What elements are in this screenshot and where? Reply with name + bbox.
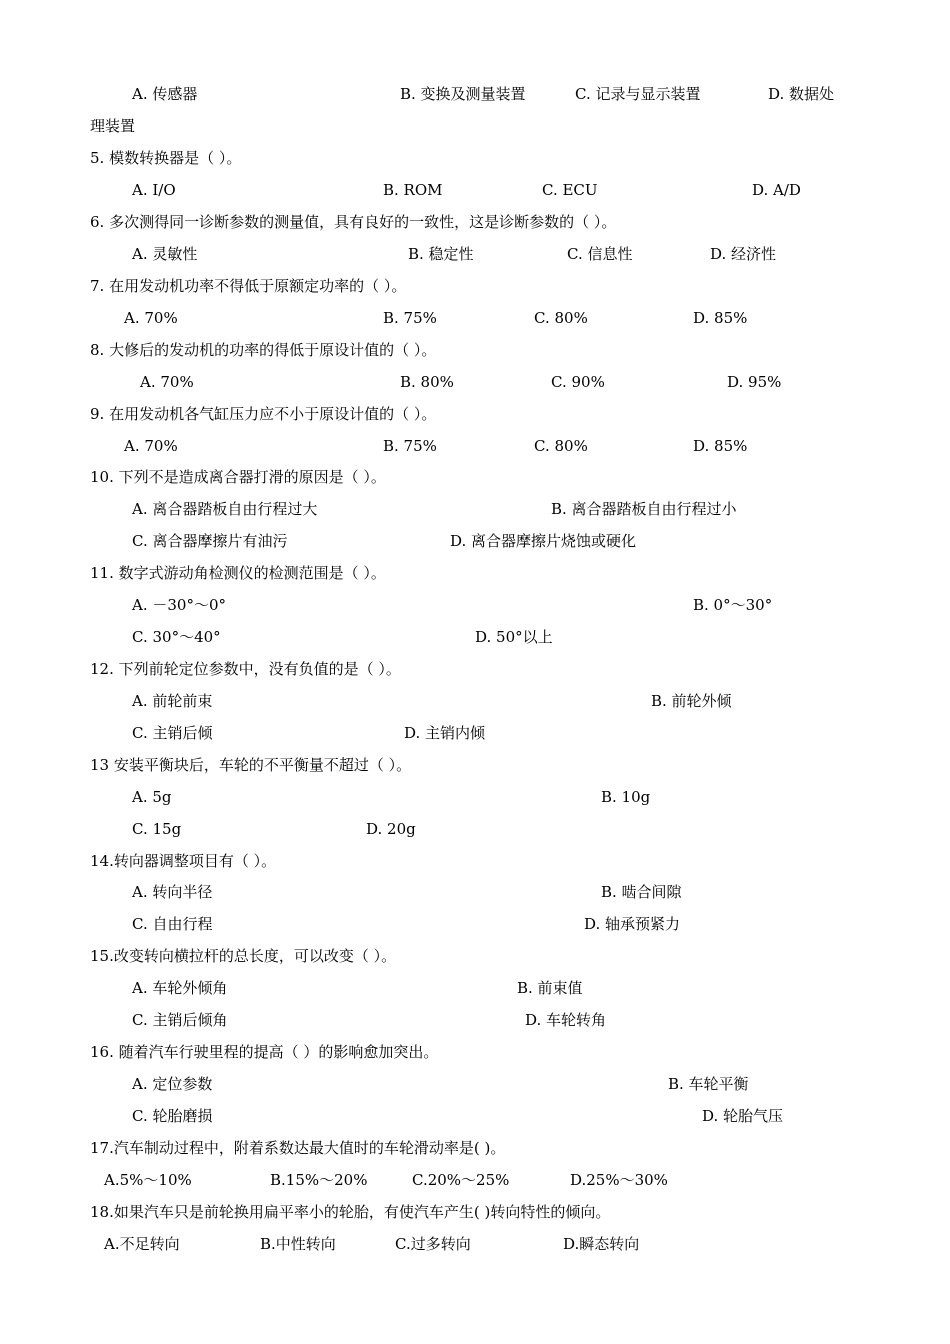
option-b: B. 前束值 [517, 979, 583, 997]
option-a: A. 灵敏性 [132, 245, 198, 263]
option-b: B. 10g [601, 788, 651, 806]
option-a: A. 70% [140, 373, 194, 391]
question-6: 6. 多次测得同一诊断参数的测量值，具有良好的一致性，这是诊断参数的（ ）。 [90, 213, 617, 231]
option-b: B. 稳定性 [408, 245, 474, 263]
option-a: A. －30°～0° [132, 596, 226, 614]
option-b: B.中性转向 [260, 1235, 336, 1253]
option-d: D. 车轮转角 [525, 1011, 607, 1029]
option-c: C. ECU [542, 181, 598, 199]
question-11: 11. 数字式游动角检测仪的检测范围是（ ）。 [90, 564, 386, 582]
option-d: D. 20g [366, 820, 416, 838]
option-c: C. 自由行程 [132, 915, 213, 933]
option-b: B. 车轮平衡 [668, 1075, 749, 1093]
option-a: A. 70% [124, 437, 178, 455]
option-b: B. 离合器踏板自由行程过小 [551, 500, 737, 518]
option-c: C. 15g [132, 820, 182, 838]
question-16: 16. 随着汽车行驶里程的提高（ ）的影响愈加突出。 [90, 1043, 439, 1061]
option-c: C.过多转向 [395, 1235, 471, 1253]
option-a: A. 定位参数 [132, 1075, 213, 1093]
option-b: B. 80% [400, 373, 454, 391]
question-17: 17.汽车制动过程中，附着系数达最大值时的车轮滑动率是( )。 [90, 1139, 506, 1157]
option-b: B.15%～20% [270, 1171, 368, 1189]
option-d: D. 轴承预紧力 [584, 915, 681, 933]
option-d-continued: 理装置 [90, 117, 136, 135]
option-b: B. 前轮外倾 [651, 692, 732, 710]
option-d: D. 85% [693, 437, 748, 455]
option-d: D. 50°以上 [475, 628, 553, 646]
option-b: B. ROM [383, 181, 443, 199]
option-a: A. 车轮外倾角 [132, 979, 228, 997]
option-a: A. I/O [132, 181, 176, 199]
option-c: C. 90% [551, 373, 605, 391]
option-a: A.5%～10% [104, 1171, 192, 1189]
question-15: 15.改变转向横拉杆的总长度，可以改变（ ）。 [90, 947, 397, 965]
option-d: D. 85% [693, 309, 748, 327]
option-b: B. 啮合间隙 [601, 883, 682, 901]
option-a: A. 5g [132, 788, 172, 806]
question-13: 13 安装平衡块后，车轮的不平衡量不超过（ ）。 [90, 756, 412, 774]
option-d: D. 数据处 [768, 85, 835, 103]
question-10: 10. 下列不是造成离合器打滑的原因是（ ）。 [90, 468, 386, 486]
option-d: D. 95% [727, 373, 782, 391]
question-7: 7. 在用发动机功率不得低于原额定功率的（ ）。 [90, 277, 407, 295]
option-c: C. 80% [534, 437, 588, 455]
option-d: D.瞬态转向 [563, 1235, 640, 1253]
option-c: C. 80% [534, 309, 588, 327]
question-8: 8. 大修后的发动机的功率的得低于原设计值的（ ）。 [90, 341, 437, 359]
option-a: A.不足转向 [104, 1235, 180, 1253]
question-5: 5. 模数转换器是（ ）。 [90, 149, 242, 167]
option-d: D. 轮胎气压 [702, 1107, 784, 1125]
question-9: 9. 在用发动机各气缸压力应不小于原设计值的（ ）。 [90, 405, 437, 423]
option-d: D. 主销内倾 [404, 724, 486, 742]
option-b: B. 0°～30° [693, 596, 773, 614]
option-a: A. 转向半径 [132, 883, 213, 901]
option-c: C. 离合器摩擦片有油污 [132, 532, 288, 550]
question-18: 18.如果汽车只是前轮换用扁平率小的轮胎，有使汽车产生( )转向特性的倾向。 [90, 1203, 611, 1221]
question-14: 14.转向器调整项目有（ ）。 [90, 852, 277, 870]
option-b: B. 75% [383, 309, 437, 327]
option-a: A. 离合器踏板自由行程过大 [132, 500, 318, 518]
option-c: C. 记录与显示装置 [575, 85, 701, 103]
option-c: C. 轮胎磨损 [132, 1107, 213, 1125]
option-c: C.20%～25% [412, 1171, 510, 1189]
option-c: C. 主销后倾 [132, 724, 213, 742]
option-c: C. 主销后倾角 [132, 1011, 228, 1029]
question-12: 12. 下列前轮定位参数中，没有负值的是（ ）。 [90, 660, 401, 678]
option-d: D. A/D [752, 181, 801, 199]
option-d: D. 经济性 [710, 245, 777, 263]
option-a: A. 70% [124, 309, 178, 327]
option-b: B. 75% [383, 437, 437, 455]
option-b: B. 变换及测量装置 [400, 85, 526, 103]
option-d: D. 离合器摩擦片烧蚀或硬化 [450, 532, 637, 550]
option-d: D.25%～30% [570, 1171, 668, 1189]
option-a: A. 前轮前束 [132, 692, 213, 710]
option-c: C. 30°～40° [132, 628, 221, 646]
option-a: A. 传感器 [132, 85, 198, 103]
option-c: C. 信息性 [567, 245, 633, 263]
